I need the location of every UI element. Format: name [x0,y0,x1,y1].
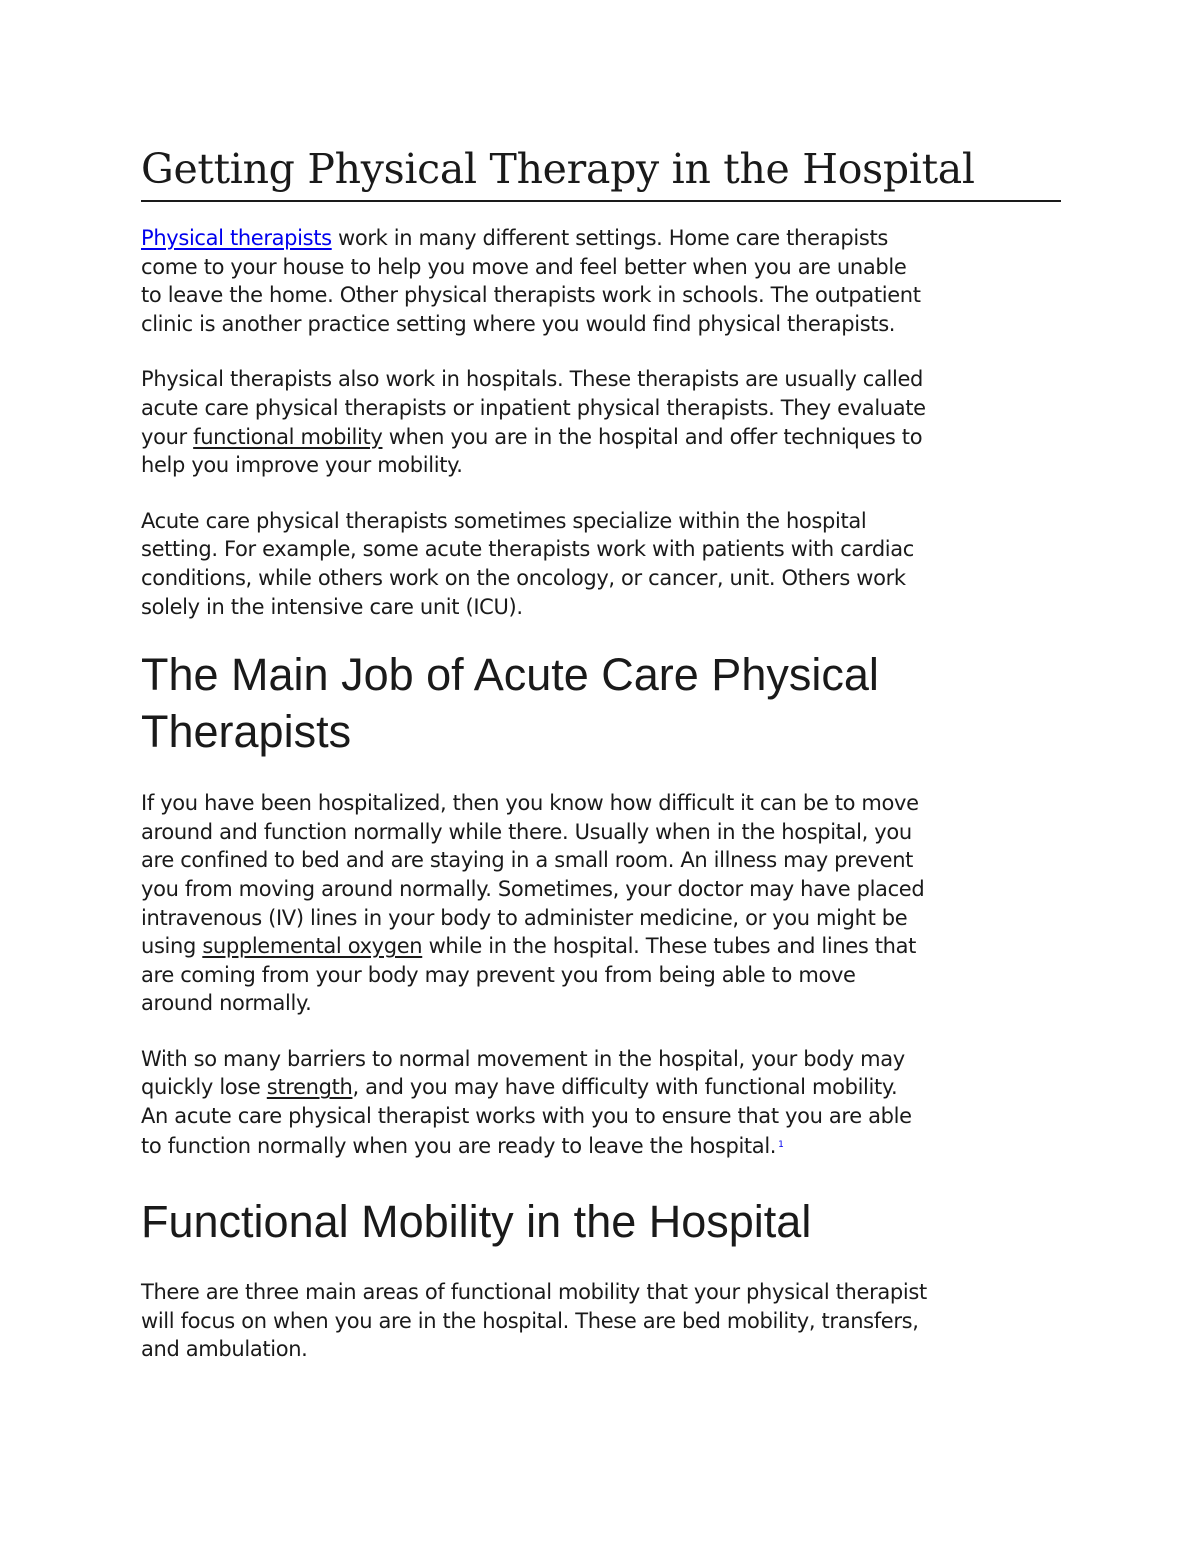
document-title: Getting Physical Therapy in the Hospital [141,138,1061,202]
paragraph-intro: Physical therapists work in many different settings. Home care therapists come to your house to help you move and feel better when you are unable to leave the home. Other physical therapists work in schools. The outpatient clinic is another practice setting where you would find physical therapists. [141,226,921,336]
paragraph-three-areas: There are three main areas of functional mobility that your physical therapist will focus on when you are in the hospital. These are bed mobility, transfers, and ambulation. [141,1280,927,1362]
document-page [141,138,1061,1364]
physical-therapists-link[interactable]: Physical therapists [141,226,332,250]
paragraph-hospital-therapists: Physical therapists also work in hospitals. These therapists are usually called acute care physical therapists or inpatient physical therapists. They evaluate your functional mobility when you are in the hospital and offer techniques to help you improve your mobility. [141,367,926,478]
paragraph-specialization: Acute care physical therapists sometimes specialize within the hospital setting. For example, some acute therapists work with patients with cardiac conditions, while others work on the oncology, or cancer, unit. Others work solely in the intensive care unit (ICU). [141,508,915,619]
functional-mobility-link[interactable]: functional mobility [193,424,383,449]
section-heading-main-job: The Main Job of Acute Care Physical Therapists [141,649,879,758]
footnote-reference[interactable]: 1 [778,1139,784,1150]
paragraph-hospitalized: If you have been hospitalized, then you know how difficult it can be to move around and function normally while there. Usually when in the hospital, you are confined to bed and are staying in a small room. An illness may prevent you from moving around normally. Sometimes, your doctor may have placed intravenous (IV) lines in your body to administer medicine, or you might be using supplemental oxygen while in the hospital. These tubes and lines that are coming from your body may prevent you from being able to move around normally. [141,791,925,1016]
paragraph-barriers: With so many barriers to normal movement in the hospital, your body may quickly lose strength, and you may have difficulty with functional mobility. An acute care physical therapist works with you to ensure that you are able to function normally when you are ready to leave the hospital. $^1$ [141,1046,912,1158]
section-heading-functional-mobility: Functional Mobility in the Hospital [141,1196,812,1248]
strength-link[interactable]: strength [266,1075,353,1100]
supplemental-oxygen-link[interactable]: supplemental oxygen [202,934,423,959]
